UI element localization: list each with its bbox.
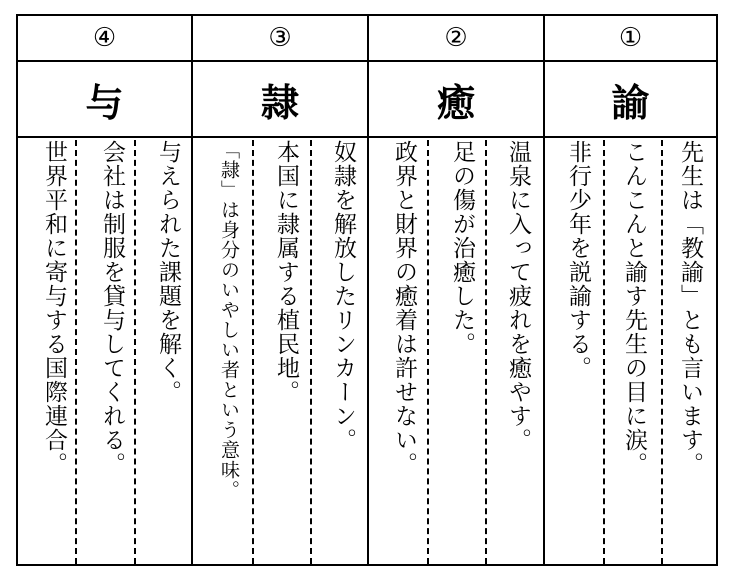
example-sentence: 足の傷が治癒した。 [449,140,475,356]
example-sentence: 奴隷を解放したリンカーン。 [330,140,356,452]
example-sentence: こんこんと諭す先生の目に涙。 [621,140,647,476]
column-number: ② [444,23,468,53]
example-sentence: 政界と財界の癒着は許せない。 [391,140,417,476]
example-sentence: 「隷」は身分のいやしい者という意味。 [218,140,240,500]
column-number: ① [618,23,643,53]
example-sentence: 世界平和に寄与する国際連合。 [41,140,67,476]
example-sentence: 本国に隷属する植民地。 [273,140,299,404]
example-sentence: 温泉に入って疲れを癒やす。 [505,140,531,452]
example-sentence: 先生は「教諭」とも言います。 [677,140,703,476]
example-sentence: 非行少年を説諭する。 [565,140,591,380]
column-kanji: 隷 [260,79,299,125]
column-kanji: 癒 [436,79,475,125]
example-sentence: 会社は制服を貸与してくれる。 [99,140,125,476]
column-number: ④ [92,23,117,53]
column-kanji: 与 [85,79,124,125]
kanji-practice-sheet [16,14,718,566]
example-sentence: 与えられた課題を解く。 [155,140,181,404]
column-number: ③ [268,23,292,53]
column-kanji: 諭 [611,79,650,125]
